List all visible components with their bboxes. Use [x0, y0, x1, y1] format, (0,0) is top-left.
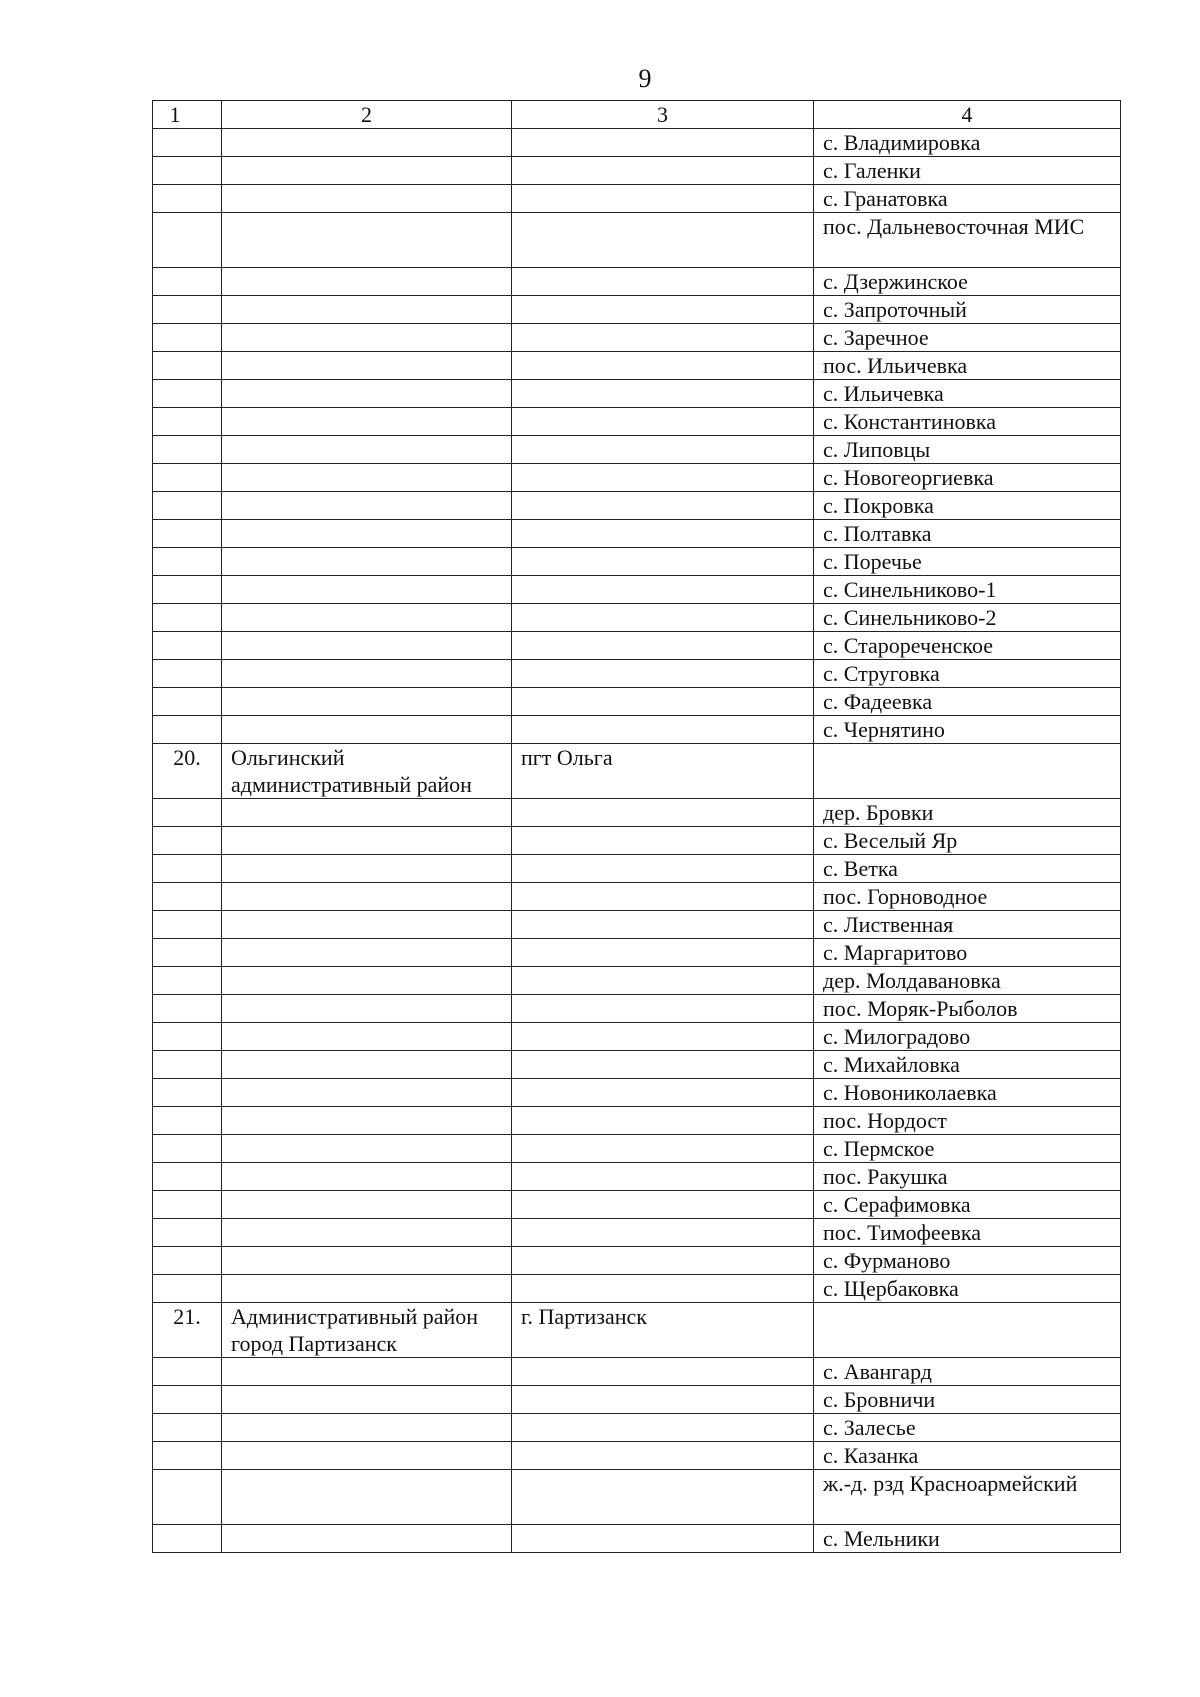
- row-number-cell: [153, 213, 222, 268]
- settlement-cell: пос. Ракушка: [814, 1163, 1121, 1191]
- row-number-cell: [153, 1135, 222, 1163]
- center-cell: [512, 129, 814, 157]
- center-cell: [512, 799, 814, 827]
- settlement-cell: с. Пермское: [814, 1135, 1121, 1163]
- district-cell: [222, 520, 512, 548]
- center-cell: [512, 408, 814, 436]
- row-number-cell: [153, 1107, 222, 1135]
- center-cell: [512, 1358, 814, 1386]
- row-number-cell: [153, 352, 222, 380]
- row-number-cell: [153, 576, 222, 604]
- row-number-cell: 20.: [153, 744, 222, 799]
- table-row: [153, 324, 1121, 352]
- district-cell: [222, 660, 512, 688]
- settlement-cell: с. Михайловка: [814, 1051, 1121, 1079]
- table-row: [153, 1303, 1121, 1358]
- settlement-cell: с. Старореченское: [814, 632, 1121, 660]
- district-cell: [222, 799, 512, 827]
- center-cell: [512, 1163, 814, 1191]
- settlement-cell: [814, 744, 1121, 799]
- row-number-cell: [153, 408, 222, 436]
- settlement-cell: пос. Моряк-Рыболов: [814, 995, 1121, 1023]
- settlement-cell: дер. Молдавановка: [814, 967, 1121, 995]
- settlement-cell: с. Фурманово: [814, 1247, 1121, 1275]
- settlement-cell: с. Залесье: [814, 1414, 1121, 1442]
- row-number-cell: [153, 827, 222, 855]
- table-row: [153, 827, 1121, 855]
- row-number-cell: [153, 464, 222, 492]
- row-number-cell: [153, 380, 222, 408]
- table-row: [153, 855, 1121, 883]
- district-cell: [222, 995, 512, 1023]
- table-row: [153, 1219, 1121, 1247]
- center-cell: [512, 324, 814, 352]
- row-number-cell: [153, 911, 222, 939]
- table-row: [153, 1442, 1121, 1470]
- settlement-cell: с. Галенки: [814, 157, 1121, 185]
- row-number-cell: [153, 967, 222, 995]
- district-cell: [222, 883, 512, 911]
- settlement-cell: пос. Ильичевка: [814, 352, 1121, 380]
- district-cell: [222, 548, 512, 576]
- table-row: [153, 995, 1121, 1023]
- district-cell: [222, 576, 512, 604]
- table-row: [153, 185, 1121, 213]
- column-header: 1: [153, 101, 222, 129]
- center-cell: [512, 436, 814, 464]
- row-number-cell: [153, 1358, 222, 1386]
- center-cell: [512, 576, 814, 604]
- table-row: [153, 520, 1121, 548]
- row-number-cell: [153, 1470, 222, 1525]
- row-number-cell: [153, 632, 222, 660]
- settlement-cell: с. Новониколаевка: [814, 1079, 1121, 1107]
- table-row: [153, 576, 1121, 604]
- center-cell: [512, 157, 814, 185]
- table-row: [153, 1386, 1121, 1414]
- center-cell: [512, 883, 814, 911]
- table-row: [153, 1414, 1121, 1442]
- row-number-cell: [153, 1386, 222, 1414]
- table-row: [153, 1051, 1121, 1079]
- settlement-cell: пос. Тимофеевка: [814, 1219, 1121, 1247]
- settlement-cell: с. Щербаковка: [814, 1275, 1121, 1303]
- center-cell: [512, 1191, 814, 1219]
- row-number-cell: [153, 520, 222, 548]
- settlement-cell: с. Дзержинское: [814, 268, 1121, 296]
- district-cell: [222, 939, 512, 967]
- row-number-cell: [153, 1023, 222, 1051]
- table-row: [153, 1107, 1121, 1135]
- row-number-cell: [153, 995, 222, 1023]
- district-cell: [222, 492, 512, 520]
- settlement-cell: с. Серафимовка: [814, 1191, 1121, 1219]
- center-cell: [512, 380, 814, 408]
- table-row: [153, 492, 1121, 520]
- district-cell: [222, 436, 512, 464]
- settlement-cell: с. Синельниково-1: [814, 576, 1121, 604]
- district-cell: [222, 827, 512, 855]
- district-cell: [222, 604, 512, 632]
- table-row: [153, 129, 1121, 157]
- column-header: 3: [512, 101, 814, 129]
- table-row: [153, 911, 1121, 939]
- center-cell: [512, 1414, 814, 1442]
- table-row: [153, 1023, 1121, 1051]
- center-cell: [512, 1442, 814, 1470]
- district-cell: [222, 1386, 512, 1414]
- row-number-cell: [153, 660, 222, 688]
- table-row: [153, 660, 1121, 688]
- center-cell: [512, 660, 814, 688]
- column-header: 2: [222, 101, 512, 129]
- district-cell: [222, 1135, 512, 1163]
- table-row: [153, 632, 1121, 660]
- row-number-cell: [153, 157, 222, 185]
- center-cell: [512, 967, 814, 995]
- settlement-cell: с. Казанка: [814, 1442, 1121, 1470]
- settlement-cell: с. Константиновка: [814, 408, 1121, 436]
- table-row: [153, 883, 1121, 911]
- center-cell: [512, 520, 814, 548]
- settlement-cell: пос. Нордост: [814, 1107, 1121, 1135]
- district-cell: [222, 129, 512, 157]
- settlements-table: [152, 100, 1121, 1553]
- settlement-cell: с. Ветка: [814, 855, 1121, 883]
- center-cell: [512, 492, 814, 520]
- row-number-cell: 21.: [153, 1303, 222, 1358]
- center-cell: [512, 604, 814, 632]
- district-cell: Административный район город Партизанск: [222, 1303, 512, 1358]
- row-number-cell: [153, 1051, 222, 1079]
- settlement-cell: пос. Горноводное: [814, 883, 1121, 911]
- settlement-cell: с. Поречье: [814, 548, 1121, 576]
- center-cell: [512, 1079, 814, 1107]
- district-cell: Ольгинский административный район: [222, 744, 512, 799]
- row-number-cell: [153, 129, 222, 157]
- center-cell: [512, 1135, 814, 1163]
- row-number-cell: [153, 716, 222, 744]
- center-cell: [512, 855, 814, 883]
- district-cell: [222, 157, 512, 185]
- center-cell: пгт Ольга: [512, 744, 814, 799]
- table-row: [153, 1525, 1121, 1553]
- district-cell: [222, 1051, 512, 1079]
- center-cell: [512, 1051, 814, 1079]
- district-cell: [222, 1079, 512, 1107]
- settlement-cell: ж.-д. рзд Красноармейский: [814, 1470, 1121, 1525]
- row-number-cell: [153, 855, 222, 883]
- district-cell: [222, 1023, 512, 1051]
- district-cell: [222, 911, 512, 939]
- table-row: [153, 1358, 1121, 1386]
- settlement-cell: с. Струговка: [814, 660, 1121, 688]
- center-cell: г. Партизанск: [512, 1303, 814, 1358]
- center-cell: [512, 1470, 814, 1525]
- row-number-cell: [153, 688, 222, 716]
- row-number-cell: [153, 324, 222, 352]
- table-row: [153, 799, 1121, 827]
- center-cell: [512, 632, 814, 660]
- center-cell: [512, 185, 814, 213]
- row-number-cell: [153, 1275, 222, 1303]
- table-row: [153, 1163, 1121, 1191]
- table-row: [153, 1275, 1121, 1303]
- row-number-cell: [153, 185, 222, 213]
- settlement-cell: дер. Бровки: [814, 799, 1121, 827]
- settlement-cell: с. Синельниково-2: [814, 604, 1121, 632]
- center-cell: [512, 268, 814, 296]
- settlement-cell: пос. Дальневосточная МИС: [814, 213, 1121, 268]
- district-cell: [222, 1247, 512, 1275]
- settlement-cell: с. Лиственная: [814, 911, 1121, 939]
- center-cell: [512, 548, 814, 576]
- center-cell: [512, 827, 814, 855]
- center-cell: [512, 1386, 814, 1414]
- district-cell: [222, 716, 512, 744]
- row-number-cell: [153, 548, 222, 576]
- row-number-cell: [153, 492, 222, 520]
- district-cell: [222, 296, 512, 324]
- district-cell: [222, 1358, 512, 1386]
- row-number-cell: [153, 1219, 222, 1247]
- table-body: [153, 101, 1121, 1553]
- table-row: [153, 296, 1121, 324]
- district-cell: [222, 1442, 512, 1470]
- row-number-cell: [153, 1163, 222, 1191]
- district-cell: [222, 1163, 512, 1191]
- row-number-cell: [153, 296, 222, 324]
- page-number: 9: [638, 64, 652, 93]
- table-row: [153, 380, 1121, 408]
- settlement-cell: с. Запроточный: [814, 296, 1121, 324]
- center-cell: [512, 995, 814, 1023]
- center-cell: [512, 716, 814, 744]
- district-cell: [222, 1107, 512, 1135]
- table-row: [153, 408, 1121, 436]
- table-row: [153, 1247, 1121, 1275]
- table-row: [153, 1079, 1121, 1107]
- table-row: [153, 352, 1121, 380]
- table-row: [153, 716, 1121, 744]
- table-header-row: [153, 101, 1121, 129]
- table-row: [153, 1191, 1121, 1219]
- district-cell: [222, 408, 512, 436]
- table-row: [153, 436, 1121, 464]
- district-cell: [222, 352, 512, 380]
- table-row: [153, 967, 1121, 995]
- table-row: [153, 688, 1121, 716]
- settlement-cell: с. Заречное: [814, 324, 1121, 352]
- center-cell: [512, 1219, 814, 1247]
- table-row: [153, 604, 1121, 632]
- row-number-cell: [153, 268, 222, 296]
- district-cell: [222, 855, 512, 883]
- center-cell: [512, 939, 814, 967]
- district-cell: [222, 464, 512, 492]
- table-row: [153, 464, 1121, 492]
- settlement-cell: с. Новогеоргиевка: [814, 464, 1121, 492]
- settlement-cell: с. Владимировка: [814, 129, 1121, 157]
- column-header: 4: [814, 101, 1121, 129]
- center-cell: [512, 1107, 814, 1135]
- district-cell: [222, 380, 512, 408]
- settlement-cell: с. Фадеевка: [814, 688, 1121, 716]
- table-row: [153, 268, 1121, 296]
- district-cell: [222, 688, 512, 716]
- table-row: [153, 548, 1121, 576]
- row-number-cell: [153, 799, 222, 827]
- center-cell: [512, 1275, 814, 1303]
- row-number-cell: [153, 1442, 222, 1470]
- center-cell: [512, 464, 814, 492]
- table-row: [153, 1135, 1121, 1163]
- settlement-cell: с. Покровка: [814, 492, 1121, 520]
- settlement-cell: с. Авангард: [814, 1358, 1121, 1386]
- settlement-cell: с. Липовцы: [814, 436, 1121, 464]
- settlement-cell: с. Бровничи: [814, 1386, 1121, 1414]
- settlement-cell: с. Милоградово: [814, 1023, 1121, 1051]
- center-cell: [512, 1247, 814, 1275]
- row-number-cell: [153, 883, 222, 911]
- settlement-cell: с. Мельники: [814, 1525, 1121, 1553]
- district-cell: [222, 632, 512, 660]
- district-cell: [222, 1275, 512, 1303]
- settlement-cell: [814, 1303, 1121, 1358]
- row-number-cell: [153, 1079, 222, 1107]
- settlement-cell: с. Веселый Яр: [814, 827, 1121, 855]
- table-row: [153, 213, 1121, 268]
- row-number-cell: [153, 436, 222, 464]
- row-number-cell: [153, 1525, 222, 1553]
- district-cell: [222, 268, 512, 296]
- settlement-cell: с. Ильичевка: [814, 380, 1121, 408]
- row-number-cell: [153, 604, 222, 632]
- settlement-cell: с. Гранатовка: [814, 185, 1121, 213]
- district-cell: [222, 1414, 512, 1442]
- district-cell: [222, 1525, 512, 1553]
- center-cell: [512, 1525, 814, 1553]
- settlement-cell: с. Маргаритово: [814, 939, 1121, 967]
- settlement-cell: с. Чернятино: [814, 716, 1121, 744]
- district-cell: [222, 1470, 512, 1525]
- district-cell: [222, 213, 512, 268]
- row-number-cell: [153, 1247, 222, 1275]
- district-cell: [222, 324, 512, 352]
- row-number-cell: [153, 1414, 222, 1442]
- settlement-cell: с. Полтавка: [814, 520, 1121, 548]
- district-cell: [222, 967, 512, 995]
- center-cell: [512, 296, 814, 324]
- row-number-cell: [153, 1191, 222, 1219]
- center-cell: [512, 352, 814, 380]
- center-cell: [512, 688, 814, 716]
- district-cell: [222, 1191, 512, 1219]
- center-cell: [512, 213, 814, 268]
- row-number-cell: [153, 939, 222, 967]
- center-cell: [512, 911, 814, 939]
- district-cell: [222, 1219, 512, 1247]
- table-row: [153, 744, 1121, 799]
- table-row: [153, 157, 1121, 185]
- district-cell: [222, 185, 512, 213]
- center-cell: [512, 1023, 814, 1051]
- table-row: [153, 1470, 1121, 1525]
- table-row: [153, 939, 1121, 967]
